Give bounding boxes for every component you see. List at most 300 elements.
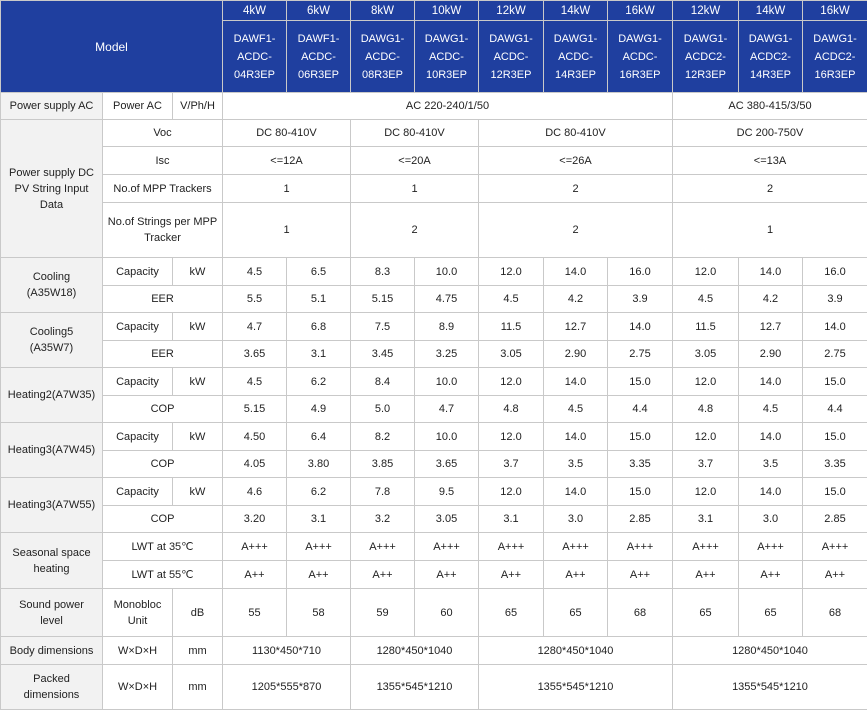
efficiency-value — [415, 396, 479, 423]
cell-text: 5.1 — [311, 293, 326, 305]
cell-text: 14.0 — [760, 376, 781, 388]
row-label — [1, 313, 103, 368]
cell-text: Capacity — [116, 376, 159, 388]
cell-text: 3.1 — [503, 513, 518, 525]
cell-text: 4.9 — [311, 403, 326, 415]
capacity-value — [544, 478, 608, 506]
efficiency-value — [739, 341, 803, 368]
cell-text: 6.2 — [311, 486, 326, 498]
cell-text: DC 80-410V — [384, 127, 445, 139]
sound-value — [415, 589, 479, 637]
row-item — [103, 423, 173, 451]
merged-value — [479, 203, 673, 258]
cell-text: 14kW — [561, 5, 590, 17]
cell-text: 1280*450*1040 — [377, 645, 453, 657]
capacity-value — [803, 313, 867, 341]
cell-text: DAWG1- — [684, 33, 728, 45]
capacity-value — [608, 368, 673, 396]
cell-text: DAWF1- — [234, 33, 276, 45]
merged-value — [223, 93, 673, 120]
cell-text: DAWG1- — [554, 33, 598, 45]
efficiency-value — [803, 396, 867, 423]
merged-value — [673, 203, 867, 258]
efficiency-value — [479, 506, 544, 533]
capacity-value — [351, 368, 415, 396]
cell-text: 55 — [248, 607, 260, 619]
cell-text: Body dimensions — [10, 645, 94, 657]
capacity-value — [479, 368, 544, 396]
cell-text: dB — [191, 607, 204, 619]
cell-text: DAWG1- — [749, 33, 793, 45]
cell-text: 12.0 — [695, 431, 716, 443]
cell-text: ACDC- — [429, 51, 464, 63]
capacity-value — [479, 478, 544, 506]
capacity-value — [479, 423, 544, 451]
cell-text: Monobloc — [114, 599, 162, 611]
cell-text: 6.2 — [311, 376, 326, 388]
row-item — [103, 506, 223, 533]
cell-text: DAWF1- — [298, 33, 340, 45]
row-item — [103, 665, 173, 710]
cell-text: 12.0 — [500, 376, 521, 388]
row-item — [103, 286, 223, 313]
table-row — [1, 533, 867, 561]
energy-class — [287, 533, 351, 561]
dimension-value — [673, 637, 867, 665]
row-unit — [173, 313, 223, 341]
cell-text: (A35W7) — [30, 342, 73, 354]
table-row — [1, 423, 867, 451]
energy-class — [351, 533, 415, 561]
capacity-value — [415, 313, 479, 341]
cell-text: 14.0 — [824, 321, 845, 333]
cell-text: DAWG1- — [618, 33, 662, 45]
cell-text: 2.85 — [824, 513, 845, 525]
capacity-value — [608, 258, 673, 286]
energy-class — [351, 561, 415, 589]
cell-text: 8.9 — [439, 321, 454, 333]
cell-text: 1 — [283, 183, 289, 195]
merged-value — [351, 147, 479, 175]
cell-text: 2 — [411, 224, 417, 236]
cell-text: 6.4 — [311, 431, 326, 443]
cell-text: 14.0 — [629, 321, 650, 333]
row-item — [103, 147, 223, 175]
model-header — [1, 1, 223, 93]
row-label — [1, 258, 103, 313]
capacity-value — [608, 423, 673, 451]
energy-class — [479, 561, 544, 589]
cell-text: 3.9 — [632, 293, 647, 305]
cell-text: kW — [190, 321, 206, 333]
cell-text: 2.75 — [629, 348, 650, 360]
cell-text: DC 80-410V — [256, 127, 317, 139]
table-row — [1, 506, 867, 533]
efficiency-value — [351, 341, 415, 368]
capacity-value — [673, 258, 739, 286]
cell-text: Heating3(A7W45) — [8, 444, 95, 456]
cell-text: 12R3EP — [491, 69, 532, 81]
cell-text: 15.0 — [629, 486, 650, 498]
capacity-value — [351, 258, 415, 286]
cell-text: mm — [188, 681, 206, 693]
cell-text: 3.1 — [311, 513, 326, 525]
cell-text: DAWG1- — [361, 33, 405, 45]
dimension-value — [223, 637, 351, 665]
efficiency-value — [479, 396, 544, 423]
cell-text: 4.2 — [763, 293, 778, 305]
cell-text: 3.1 — [311, 348, 326, 360]
table-row — [1, 175, 867, 203]
cell-text: 15.0 — [824, 431, 845, 443]
dimension-value — [351, 637, 479, 665]
cell-text: 12.0 — [695, 376, 716, 388]
cell-text: 1 — [411, 183, 417, 195]
cell-text: A++ — [565, 569, 585, 581]
cell-text: A+++ — [498, 541, 525, 553]
energy-class — [287, 561, 351, 589]
cell-text: 3.45 — [372, 348, 393, 360]
capacity-value — [223, 258, 287, 286]
row-label — [1, 93, 103, 120]
capacity-value — [803, 478, 867, 506]
efficiency-value — [803, 341, 867, 368]
cell-text: kW — [190, 266, 206, 278]
cell-text: 15.0 — [629, 376, 650, 388]
efficiency-value — [608, 396, 673, 423]
capacity-value — [673, 313, 739, 341]
cell-text: 1355*545*1210 — [538, 681, 614, 693]
table-row — [1, 589, 867, 637]
cell-text: 11.5 — [695, 321, 716, 333]
efficiency-value — [673, 396, 739, 423]
efficiency-value — [223, 396, 287, 423]
cell-text: 14R3EP — [750, 69, 791, 81]
cell-text: Power supply AC — [10, 100, 94, 112]
efficiency-value — [415, 451, 479, 478]
cell-text: 5.15 — [244, 403, 265, 415]
cell-text: 3.35 — [824, 458, 845, 470]
efficiency-value — [673, 341, 739, 368]
cell-text: 4.05 — [244, 458, 265, 470]
row-item — [103, 93, 173, 120]
cell-text: 16.0 — [629, 266, 650, 278]
cell-text: 3.9 — [827, 293, 842, 305]
merged-value — [479, 147, 673, 175]
model-name — [479, 21, 544, 93]
capacity-value — [739, 313, 803, 341]
cell-text: 3.65 — [436, 458, 457, 470]
power-rating — [223, 1, 287, 21]
energy-class — [415, 561, 479, 589]
cell-text: 7.8 — [375, 486, 390, 498]
row-item — [103, 637, 173, 665]
model-name — [673, 21, 739, 93]
model-name — [608, 21, 673, 93]
cell-text: COP — [151, 458, 175, 470]
cell-text: kW — [190, 486, 206, 498]
table-row — [1, 341, 867, 368]
cell-text: 14.0 — [565, 266, 586, 278]
cell-text: 6.5 — [311, 266, 326, 278]
cell-text: 2.90 — [760, 348, 781, 360]
merged-value — [223, 120, 351, 147]
table-row — [1, 478, 867, 506]
cell-text: 12.0 — [500, 266, 521, 278]
cell-text: AC 220-240/1/50 — [406, 100, 489, 112]
cell-text: Capacity — [116, 486, 159, 498]
cell-text: 14.0 — [760, 266, 781, 278]
capacity-value — [223, 313, 287, 341]
cell-text: A+++ — [562, 541, 589, 553]
capacity-value — [608, 478, 673, 506]
energy-class — [479, 533, 544, 561]
cell-text: level — [40, 615, 63, 627]
cell-text: 2.85 — [629, 513, 650, 525]
power-rating — [544, 1, 608, 21]
row-item — [103, 478, 173, 506]
model-name — [739, 21, 803, 93]
cell-text: 2 — [767, 183, 773, 195]
cell-text: A++ — [244, 569, 264, 581]
dimension-value — [479, 665, 673, 710]
cell-text: W×D×H — [118, 645, 157, 657]
capacity-value — [287, 258, 351, 286]
model-name — [415, 21, 479, 93]
cell-text: 3.1 — [698, 513, 713, 525]
cell-text: DC 200-750V — [737, 127, 804, 139]
cell-text: EER — [151, 348, 174, 360]
energy-class — [608, 561, 673, 589]
table-row — [1, 665, 867, 710]
cell-text: A++ — [501, 569, 521, 581]
power-rating — [415, 1, 479, 21]
row-item — [103, 533, 223, 561]
model-name — [803, 21, 867, 93]
energy-class — [673, 533, 739, 561]
cell-text: 3.7 — [698, 458, 713, 470]
power-rating — [351, 1, 415, 21]
cell-text: ACDC2- — [685, 51, 726, 63]
efficiency-value — [351, 506, 415, 533]
cell-text: heating — [33, 563, 69, 575]
efficiency-value — [544, 286, 608, 313]
cell-text: 65 — [505, 607, 517, 619]
cell-text: 3.65 — [244, 348, 265, 360]
cell-text: Capacity — [116, 266, 159, 278]
cell-text: 1355*545*1210 — [732, 681, 808, 693]
cell-text: 4.5 — [503, 293, 518, 305]
efficiency-value — [223, 506, 287, 533]
merged-value — [673, 120, 867, 147]
cell-text: 1355*545*1210 — [377, 681, 453, 693]
cell-text: 4.8 — [503, 403, 518, 415]
cell-text: 3.05 — [500, 348, 521, 360]
table-row — [1, 451, 867, 478]
power-rating — [479, 1, 544, 21]
cell-text: 59 — [376, 607, 388, 619]
cell-text: Model — [95, 40, 128, 54]
cell-text: 14.0 — [565, 376, 586, 388]
capacity-value — [415, 423, 479, 451]
cell-text: 3.05 — [436, 513, 457, 525]
cell-text: 3.0 — [763, 513, 778, 525]
merged-value — [223, 175, 351, 203]
row-label — [1, 533, 103, 589]
cell-text: A+++ — [757, 541, 784, 553]
cell-text: A++ — [436, 569, 456, 581]
energy-class — [608, 533, 673, 561]
efficiency-value — [287, 451, 351, 478]
cell-text: 60 — [440, 607, 452, 619]
capacity-value — [223, 478, 287, 506]
cell-text: 12kW — [691, 5, 720, 17]
efficiency-value — [351, 286, 415, 313]
cell-text: Cooling — [33, 271, 70, 283]
capacity-value — [223, 423, 287, 451]
cell-text: 10R3EP — [426, 69, 467, 81]
efficiency-value — [415, 506, 479, 533]
cell-text: DC 80-410V — [545, 127, 606, 139]
cell-text: 4.2 — [568, 293, 583, 305]
efficiency-value — [739, 396, 803, 423]
cell-text: EER — [151, 293, 174, 305]
efficiency-value — [351, 396, 415, 423]
capacity-value — [739, 368, 803, 396]
cell-text: Capacity — [116, 431, 159, 443]
cell-text: 11.5 — [501, 321, 522, 333]
cell-text: ACDC- — [365, 51, 400, 63]
cell-text: LWT at 55℃ — [131, 569, 193, 581]
cell-text: 04R3EP — [234, 69, 275, 81]
table-row — [1, 147, 867, 175]
capacity-value — [415, 368, 479, 396]
cell-text: COP — [151, 513, 175, 525]
row-item — [103, 341, 223, 368]
cell-text: ACDC- — [494, 51, 529, 63]
cell-text: 3.2 — [375, 513, 390, 525]
cell-text: 14kW — [756, 5, 785, 17]
capacity-value — [479, 258, 544, 286]
efficiency-value — [803, 506, 867, 533]
cell-text: Power supply DC — [9, 167, 94, 179]
cell-text: 3.80 — [308, 458, 329, 470]
cell-text: <=20A — [398, 155, 430, 167]
dimension-value — [673, 665, 867, 710]
row-item — [103, 368, 173, 396]
row-item — [103, 561, 223, 589]
cell-text: 4.4 — [632, 403, 647, 415]
cell-text: A++ — [695, 569, 715, 581]
cell-text: (A35W18) — [27, 287, 77, 299]
cell-text: Cooling5 — [30, 326, 73, 338]
efficiency-value — [739, 451, 803, 478]
efficiency-value — [608, 341, 673, 368]
row-item — [103, 451, 223, 478]
sound-value — [608, 589, 673, 637]
merged-value — [673, 175, 867, 203]
capacity-value — [739, 258, 803, 286]
table-row — [1, 120, 867, 147]
table-row — [1, 93, 867, 120]
cell-text: A+++ — [692, 541, 719, 553]
cell-text: A++ — [372, 569, 392, 581]
capacity-value — [608, 313, 673, 341]
cell-text: 1 — [283, 224, 289, 236]
cell-text: 4.7 — [247, 321, 262, 333]
power-rating — [287, 1, 351, 21]
cell-text: A++ — [825, 569, 845, 581]
capacity-value — [351, 478, 415, 506]
cell-text: 68 — [829, 607, 841, 619]
capacity-value — [803, 368, 867, 396]
row-label — [1, 423, 103, 478]
table-row — [1, 203, 867, 258]
cell-text: ACDC- — [237, 51, 272, 63]
cell-text: 5.15 — [372, 293, 393, 305]
row-unit — [173, 258, 223, 286]
cell-text: Sound power — [19, 599, 84, 611]
cell-text: 65 — [699, 607, 711, 619]
cell-text: 4kW — [243, 5, 266, 17]
cell-text: Data — [40, 199, 63, 211]
cell-text: LWT at 35℃ — [131, 541, 193, 553]
cell-text: 14.0 — [760, 486, 781, 498]
capacity-value — [803, 423, 867, 451]
table-row — [1, 286, 867, 313]
energy-class — [739, 561, 803, 589]
cell-text: 1280*450*1040 — [732, 645, 808, 657]
cell-text: 58 — [312, 607, 324, 619]
efficiency-value — [544, 506, 608, 533]
row-unit — [173, 423, 223, 451]
cell-text: 3.85 — [372, 458, 393, 470]
cell-text: 9.5 — [439, 486, 454, 498]
table-row — [1, 637, 867, 665]
cell-text: 15.0 — [629, 431, 650, 443]
cell-text: Unit — [128, 615, 148, 627]
cell-text: 10kW — [432, 5, 461, 17]
efficiency-value — [803, 286, 867, 313]
cell-text: mm — [188, 645, 206, 657]
cell-text: 12.0 — [500, 431, 521, 443]
cell-text: 4.5 — [698, 293, 713, 305]
sound-value — [479, 589, 544, 637]
efficiency-value — [544, 451, 608, 478]
cell-text: 6kW — [307, 5, 330, 17]
row-item — [103, 313, 173, 341]
capacity-value — [287, 423, 351, 451]
cell-text: 4.7 — [439, 403, 454, 415]
cell-text: Heating3(A7W55) — [8, 499, 95, 511]
cell-text: A+++ — [241, 541, 268, 553]
energy-class — [673, 561, 739, 589]
cell-text: 10.0 — [436, 266, 457, 278]
cell-text: A++ — [630, 569, 650, 581]
row-label — [1, 637, 103, 665]
table-row — [1, 258, 867, 286]
capacity-value — [223, 368, 287, 396]
merged-value — [223, 147, 351, 175]
power-rating — [673, 1, 739, 21]
dimension-value — [351, 665, 479, 710]
efficiency-value — [739, 286, 803, 313]
efficiency-value — [223, 341, 287, 368]
capacity-value — [415, 258, 479, 286]
capacity-value — [544, 368, 608, 396]
merged-value — [351, 120, 479, 147]
cell-text: 16R3EP — [620, 69, 661, 81]
